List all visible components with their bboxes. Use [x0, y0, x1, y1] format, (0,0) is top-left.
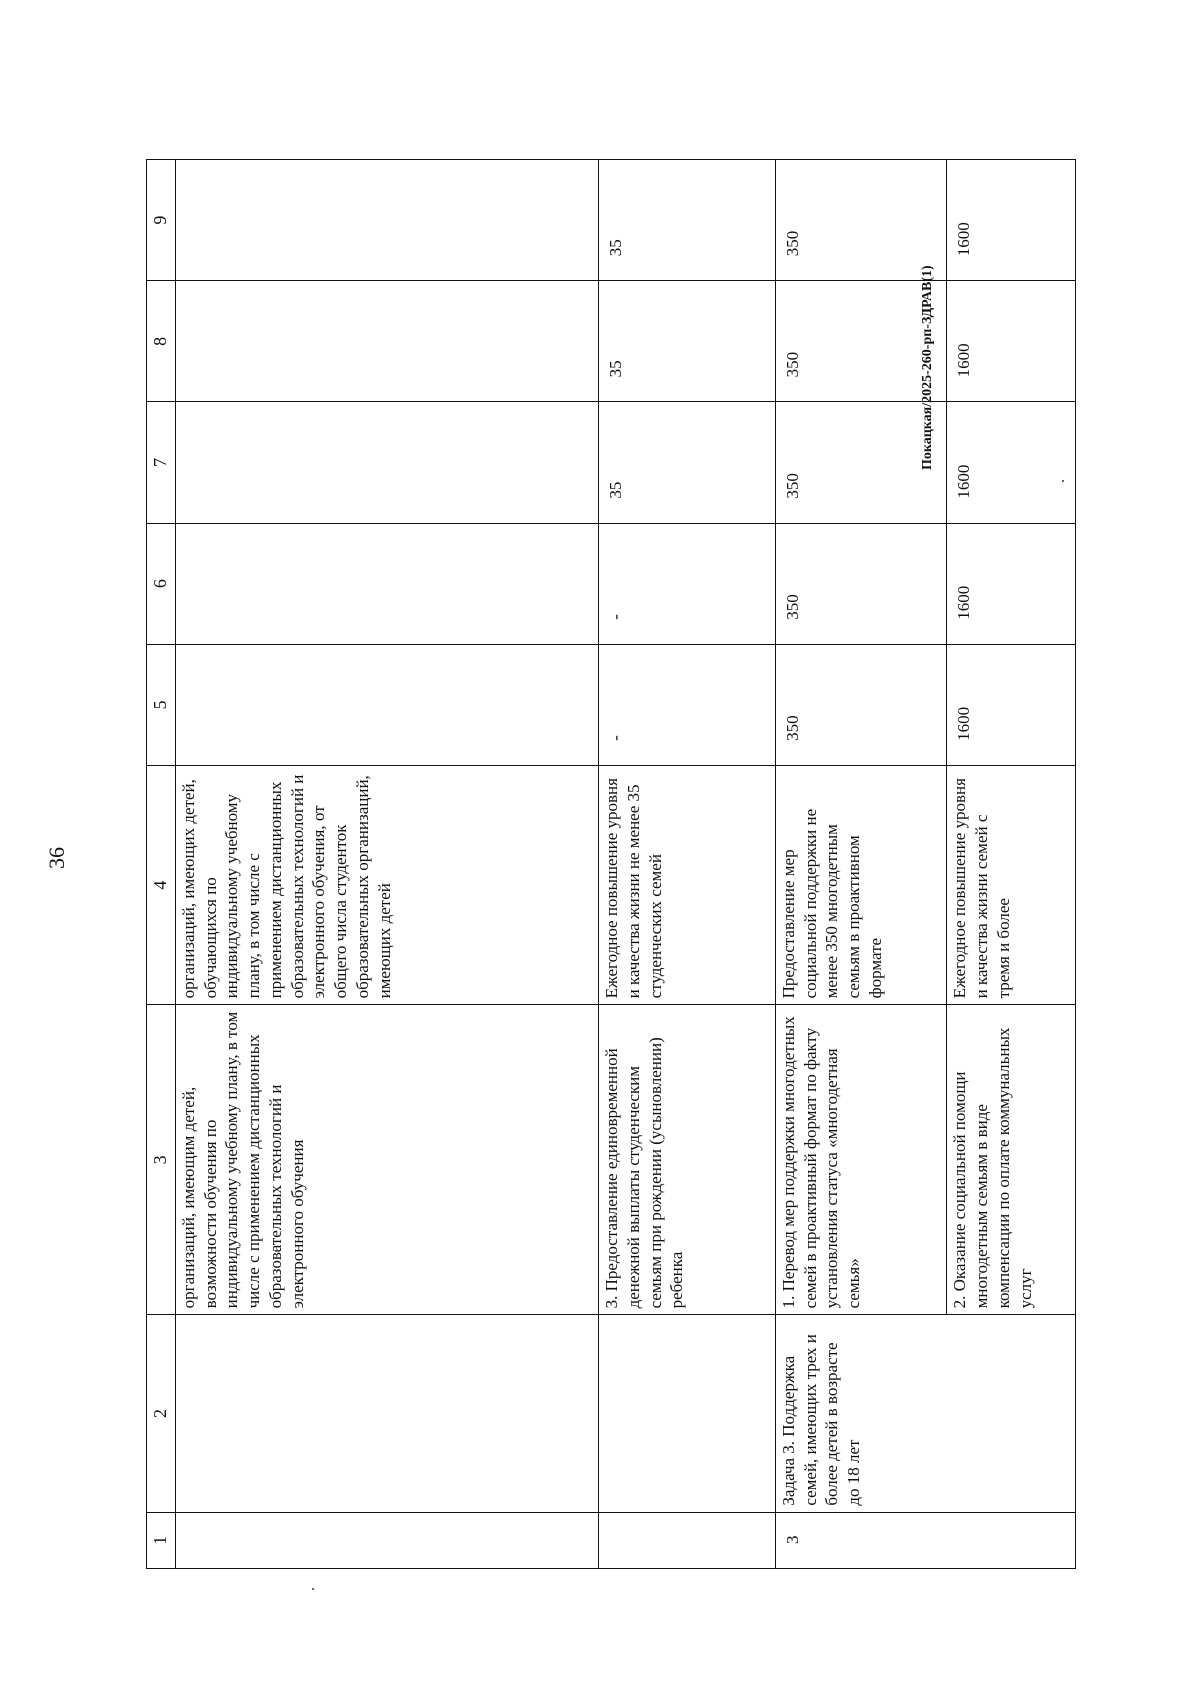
- value-cell: 35: [599, 160, 776, 281]
- value-cell: [175, 644, 598, 765]
- table-row: [175, 160, 598, 1569]
- result-cell: Ежегодное повышение уровня и качества жизни семей с тремя и более: [947, 765, 1076, 1005]
- task-cell: [175, 1315, 598, 1512]
- document-code: Покацкая/2025-260-рп-ЗДРАВ(1): [920, 265, 935, 470]
- task-cell: Задача 3. Поддержка семей, имеющих трех и более детей в возрасте до 18 лет: [775, 1315, 1075, 1512]
- header-cell: 2: [147, 1315, 176, 1512]
- value-cell: 350: [775, 402, 946, 523]
- result-cell: организаций, имеющих детей, обучающихся по индивидуальному учебному плану, в том числе с применением дистанционных образовательных технологий и электронного обучения, от общего числа студенток образовательных организаций, имеющих детей: [175, 765, 598, 1005]
- page-number: 36: [44, 847, 69, 869]
- value-cell: [175, 402, 598, 523]
- measure-cell: организаций, имеющим детей, возможности обучения по индивидуальному учебному плану, в том числе с применением дистанционных образовательных технологий и электронного обучения: [175, 1005, 598, 1315]
- value-cell: 1600: [947, 281, 1076, 402]
- row-number-cell: [175, 1512, 598, 1568]
- header-cell: 9: [147, 160, 176, 281]
- value-cell: 350: [775, 644, 946, 765]
- result-cell: Предоставление мер социальной поддержки не менее 350 многодетным семьям в проактивном формате: [775, 765, 946, 1005]
- header-cell: 3: [147, 1005, 176, 1315]
- header-cell: 7: [147, 402, 176, 523]
- value-cell: [175, 160, 598, 281]
- rotated-table-container: [146, 159, 1076, 1569]
- header-cell: 4: [147, 765, 176, 1005]
- result-cell: Ежегодное повышение уровня и качества жизни не менее 35 студенческих семей: [599, 765, 776, 1005]
- data-table: [146, 159, 1076, 1569]
- row-number-cell: 3: [775, 1512, 1075, 1568]
- value-cell: 350: [775, 160, 946, 281]
- table-row: [599, 160, 776, 1569]
- value-cell: 350: [775, 281, 946, 402]
- value-cell: 1600: [947, 644, 1076, 765]
- task-cell: [599, 1315, 776, 1512]
- value-cell: 1600: [947, 402, 1076, 523]
- measure-cell: 2. Оказание социальной помощи многодетным семьям в виде компенсации по оплате коммунальных услуг: [947, 1005, 1076, 1315]
- header-cell: 8: [147, 281, 176, 402]
- value-cell: 1600: [947, 160, 1076, 281]
- header-cell: 5: [147, 644, 176, 765]
- value-cell: 1600: [947, 523, 1076, 644]
- measure-cell: 3. Предоставление единовременной денежной выплаты студенческим семьям при рождении (усыновлении) ребенка: [599, 1005, 776, 1315]
- value-cell: 35: [599, 281, 776, 402]
- measure-cell: 1. Перевод мер поддержки многодетных семей в проактивный формат по факту установления статуса «многодетная семья»: [775, 1005, 946, 1315]
- header-cell: 1: [147, 1512, 176, 1568]
- value-cell: 35: [599, 402, 776, 523]
- scan-speck: [312, 1588, 314, 1590]
- value-cell: -: [599, 523, 776, 644]
- header-cell: 6: [147, 523, 176, 644]
- value-cell: -: [599, 644, 776, 765]
- row-number-cell: [599, 1512, 776, 1568]
- value-cell: [175, 281, 598, 402]
- value-cell: [175, 523, 598, 644]
- header-row: [147, 160, 176, 1569]
- value-cell: 350: [775, 523, 946, 644]
- table-row: [775, 160, 946, 1569]
